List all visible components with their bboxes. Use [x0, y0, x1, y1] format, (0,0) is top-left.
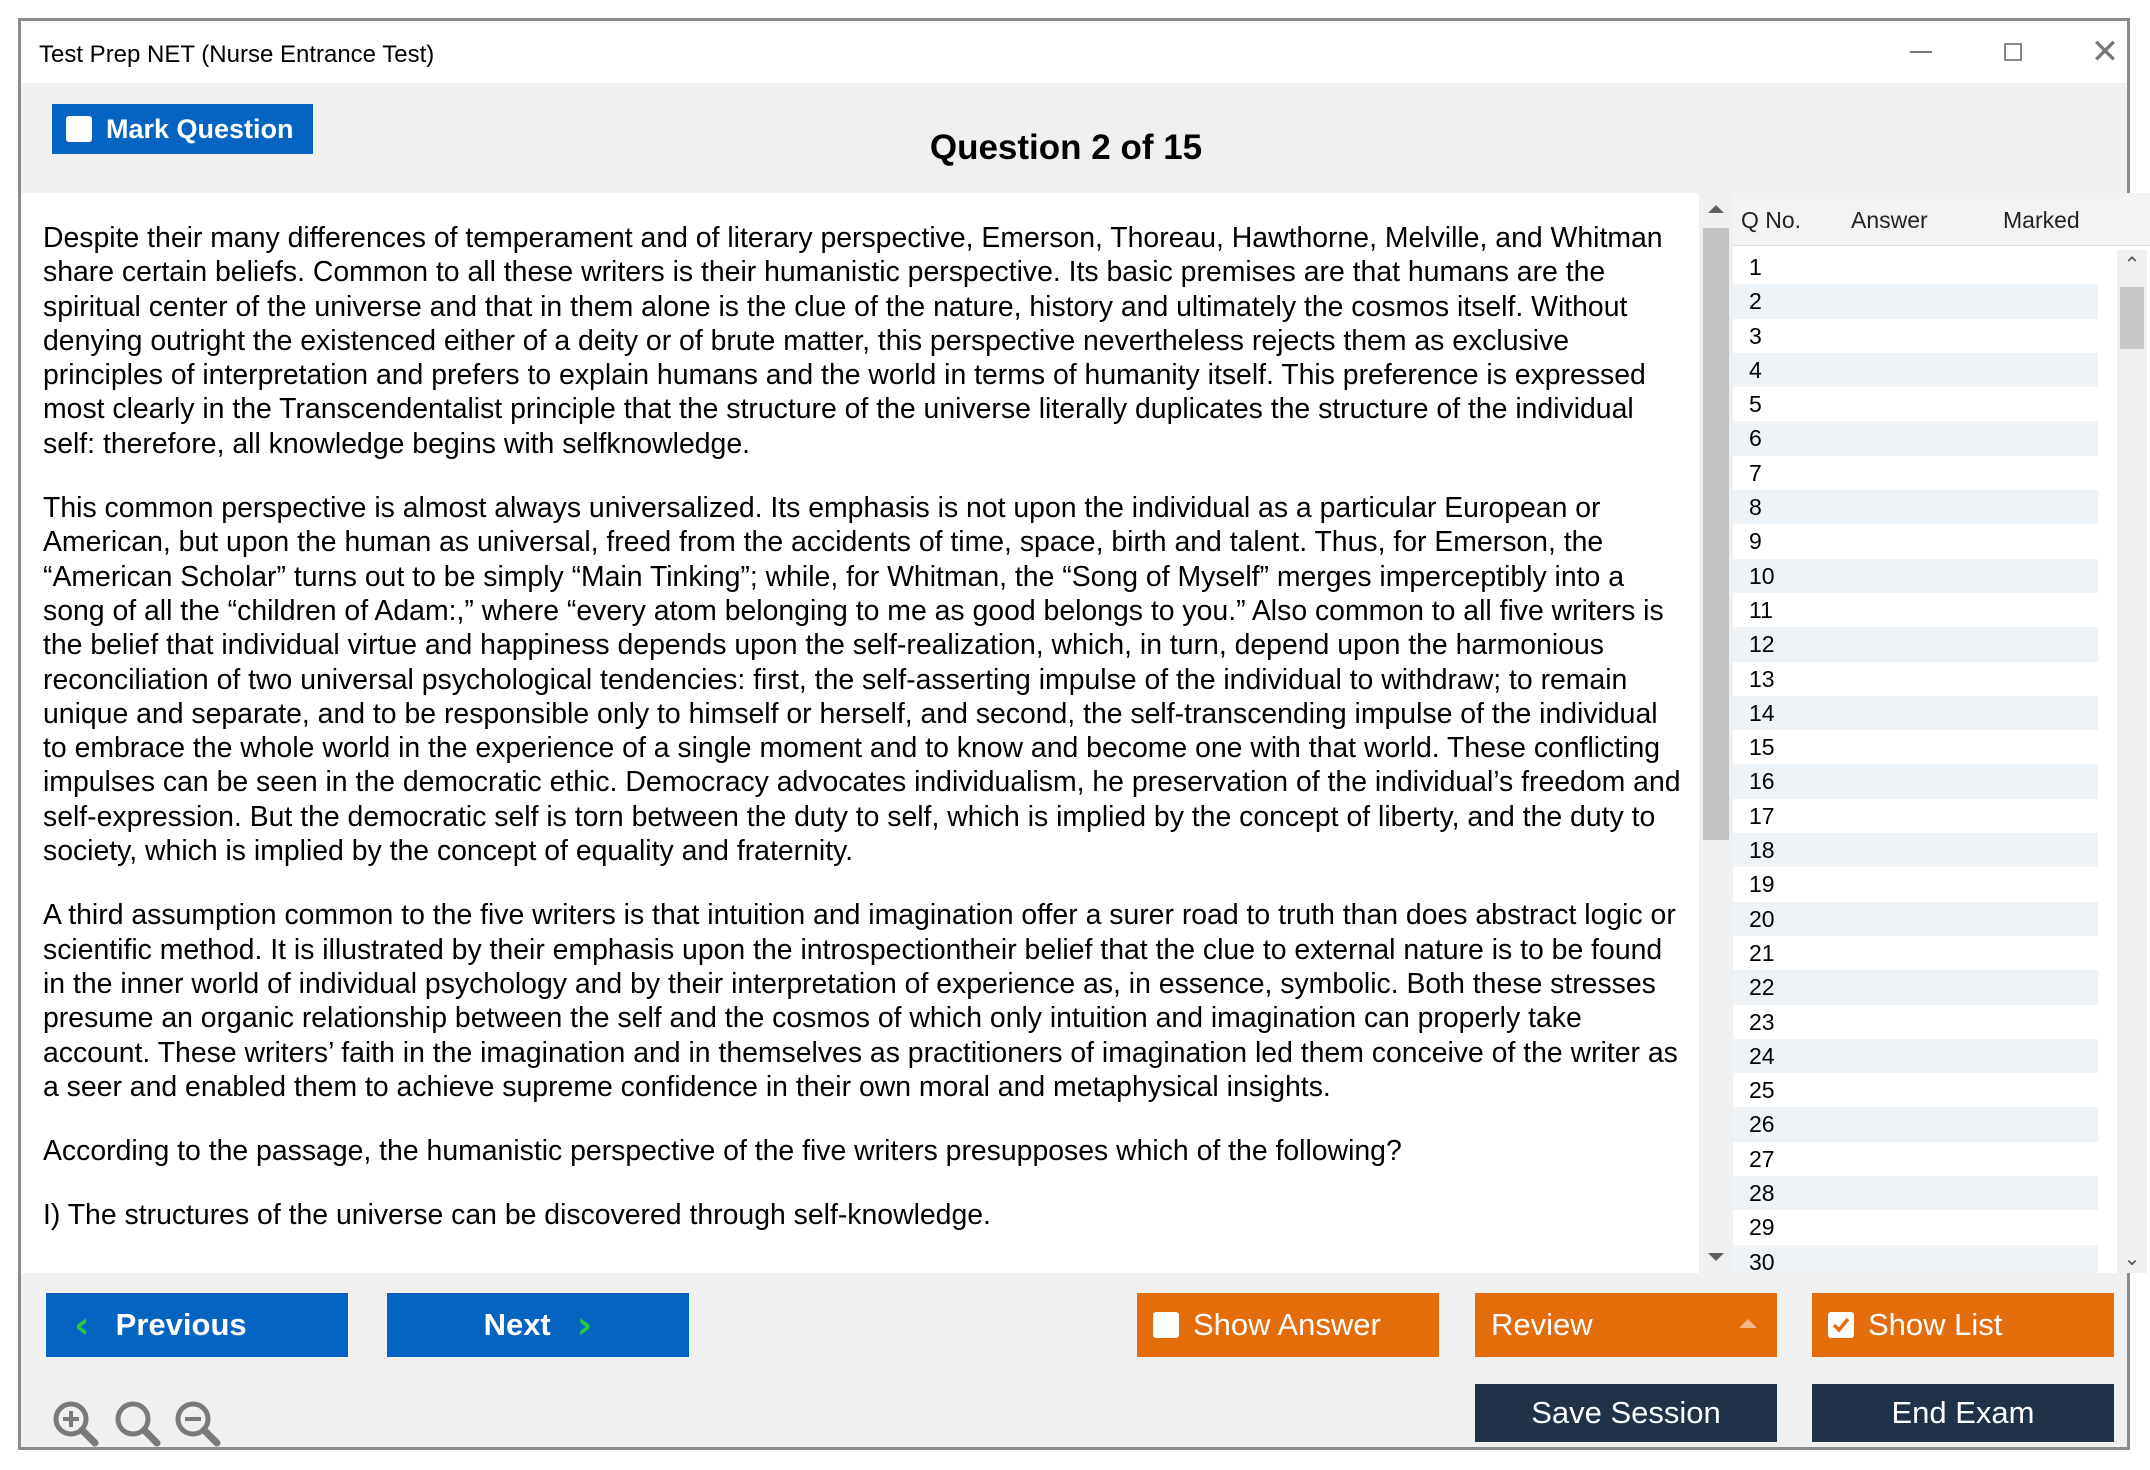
footer-toolbar	[21, 1273, 2127, 1447]
scroll-down-arrow-icon[interactable]	[1708, 1253, 1724, 1261]
question-header	[21, 83, 2127, 193]
chevron-up-icon[interactable]: ⌃	[2123, 254, 2141, 276]
question-list-row[interactable]: 24	[1733, 1039, 2098, 1073]
dropdown-arrow-icon	[1739, 1319, 1757, 1328]
question-list-row[interactable]: 27	[1749, 1145, 1775, 1172]
question-list-row[interactable]: 21	[1749, 939, 1775, 966]
question-list-row[interactable]: 30	[1733, 1245, 2098, 1273]
question-list-row[interactable]: 28	[1733, 1176, 2098, 1210]
mark-question-label: Mark Question	[106, 113, 294, 144]
app-window	[18, 18, 2141, 1450]
chevron-left-icon: ‹	[74, 1303, 90, 1347]
passage-paragraph: Despite their many differences of temperament and of literary perspective, Emerson, Thoreau, Hawthorne, Melville, and Whitman share certain beliefs. Common to all these writers is their humanistic perspective. Its basic premises are that humans are the spiritual center of the universe and that in them alone is the clue of the nature, history and ultimately the cosmos itself. Without denying outright the existenced either of a deity or of brute matter, this perspective nevertheless rejects them as exclusive principles of interpretation and prefers to explain humans and the world in terms of humanity itself. This preference is expressed most clearly in the Transcendentalist principle that the structure of the universe literally duplicates the structure of the individual self: therefore, all knowledge begins with selfknowledge.	[43, 222, 1663, 460]
question-list-row[interactable]: 4	[1733, 353, 2098, 387]
show-list-label: Show List	[1868, 1307, 2003, 1342]
question-list-row[interactable]: 26	[1733, 1107, 2098, 1141]
chevron-down-icon[interactable]: ⌄	[2123, 1248, 2141, 1270]
passage-paragraph: A third assumption common to the five writers is that intuition and imagination offer a surer road to truth than does abstract logic or scientific method. It is illustrated by their emphasis upon the introspectiontheir belief that the clue to external nature is to be found in the inner world of individual psychology and by their interpretation of experience as, in essence, symbolic. Both these stresses presume an organic relationship between the self and the cosmos of which only intuition and imagination can properly take account. These writers’ faith in the imagination and in themselves as practitioners of imagination led them conceive of the writer as a seer and enabled them to achieve supreme confidence in their own moral and metaphysical insights.	[43, 899, 1678, 1103]
previous-button[interactable]	[46, 1293, 348, 1357]
zoom-in-icon[interactable]	[51, 1399, 99, 1447]
question-list-row[interactable]: 15	[1749, 734, 1775, 761]
checkmark-icon	[1831, 1315, 1851, 1335]
previous-label: Previous	[115, 1307, 247, 1342]
next-button[interactable]	[387, 1293, 689, 1357]
show-answer-button[interactable]	[1137, 1293, 1439, 1357]
question-list-row[interactable]: 5	[1749, 391, 1762, 418]
show-list-checkbox-icon	[1828, 1312, 1854, 1338]
maximize-icon	[2004, 43, 2022, 61]
content-scroll-thumb[interactable]	[1703, 228, 1729, 840]
question-list-row[interactable]: 18	[1733, 833, 2098, 867]
scroll-up-arrow-icon[interactable]	[1708, 205, 1724, 213]
chevron-right-icon: ›	[576, 1303, 593, 1347]
question-list-row[interactable]: 11	[1749, 596, 1773, 623]
column-header-answer[interactable]: Answer	[1851, 207, 1928, 233]
question-list-row[interactable]: 6	[1733, 421, 2098, 455]
question-list-row[interactable]: 20	[1733, 902, 2098, 936]
question-list-row[interactable]: 1	[1749, 254, 1762, 280]
question-list-scrollbar[interactable]	[2117, 250, 2147, 1273]
column-header-marked[interactable]: Marked	[2003, 207, 2080, 233]
question-list-row[interactable]: 8	[1733, 490, 2098, 524]
passage-paragraph: This common perspective is almost always universalized. Its emphasis is not upon the individual as a particular European or American, but upon the human as universal, freed from the accidents of time, space, birth and talent. Thus, for Emerson, the “American Scholar” turns out to be simply “Main Tinking”; while, for Whitman, the “Song of Myself” merges imperceptibly into a song of all the “children of Adam:,” where “every atom belonging to me as good belongs to you.” Also common to all five writers is the belief that individual virtue and happiness depends upon the self-realization, which, in turn, depend upon the harmonious reconciliation of two universal psychological tendencies: first, the self-asserting impulse of the individual to withdraw; to remain unique and separate, and to be responsible only to himself or herself, and second, the self-transcending impulse of the individual to embrace the whole world in the experience of a single moment and to know and become one with that world. These conflicting impulses can be seen in the democratic ethic. Democracy advocates individualism, he preservation of the individual’s freedom and self-expression. But the democratic self is torn between the duty to self, which is implied by the concept of liberty, and the duty to society, which is implied by the concept of equality and fraternity.	[43, 492, 1681, 868]
end-exam-button[interactable]	[1812, 1384, 2114, 1442]
question-list-header	[1733, 193, 2150, 246]
title-bar	[21, 21, 2127, 83]
zoom-reset-icon[interactable]	[113, 1399, 161, 1447]
review-dropdown[interactable]	[1475, 1293, 1777, 1357]
close-button[interactable]	[2075, 31, 2135, 73]
answer-statement: I) The structures of the universe can be discovered through self-knowledge.	[43, 1199, 991, 1232]
close-icon: ✕	[2090, 32, 2120, 72]
question-list-row[interactable]: 2	[1733, 284, 2098, 318]
passage-text	[43, 221, 1688, 1263]
question-list-rows	[1733, 250, 2098, 1273]
question-title: Question 2 of 15	[929, 128, 1203, 167]
question-list-row[interactable]: 16	[1733, 764, 2098, 798]
question-list-row[interactable]: 25	[1749, 1077, 1775, 1104]
minimize-button[interactable]	[1891, 31, 1951, 73]
maximize-button[interactable]	[1983, 31, 2043, 73]
review-label: Review	[1491, 1307, 1593, 1342]
question-list-panel	[1733, 193, 2150, 1273]
save-session-label: Save Session	[1531, 1395, 1721, 1430]
question-content	[21, 193, 1699, 1273]
question-list-row[interactable]: 12	[1733, 627, 2098, 661]
window-title: Test Prep NET (Nurse Entrance Test)	[39, 41, 435, 68]
zoom-out-icon[interactable]	[173, 1399, 221, 1447]
question-list-row[interactable]: 14	[1733, 696, 2098, 730]
end-exam-label: End Exam	[1891, 1395, 2035, 1430]
question-list-row[interactable]: 22	[1733, 970, 2098, 1004]
question-list-row[interactable]: 3	[1749, 322, 1762, 349]
show-answer-label: Show Answer	[1193, 1307, 1381, 1342]
question-list-row[interactable]: 17	[1749, 802, 1775, 829]
content-scrollbar[interactable]	[1699, 193, 1733, 1273]
minimize-icon	[1910, 51, 1932, 53]
question-list-row[interactable]: 19	[1749, 871, 1775, 898]
show-list-button[interactable]	[1812, 1293, 2114, 1357]
question-list-scroll-thumb[interactable]	[2120, 287, 2144, 349]
question-stem: According to the passage, the humanistic perspective of the five writers presupposes which of the following?	[43, 1135, 1402, 1168]
question-list-row[interactable]: 13	[1749, 665, 1775, 692]
column-header-qno[interactable]: Q No.	[1741, 207, 1802, 233]
save-session-button[interactable]	[1475, 1384, 1777, 1442]
question-list-row[interactable]: 9	[1749, 528, 1762, 555]
question-list-row[interactable]: 10	[1733, 559, 2098, 593]
question-list-row[interactable]: 29	[1749, 1214, 1775, 1241]
next-label: Next	[483, 1307, 551, 1342]
question-list-row[interactable]: 7	[1749, 459, 1762, 486]
question-list-row[interactable]: 23	[1749, 1008, 1775, 1035]
show-answer-checkbox-icon	[1153, 1312, 1179, 1338]
